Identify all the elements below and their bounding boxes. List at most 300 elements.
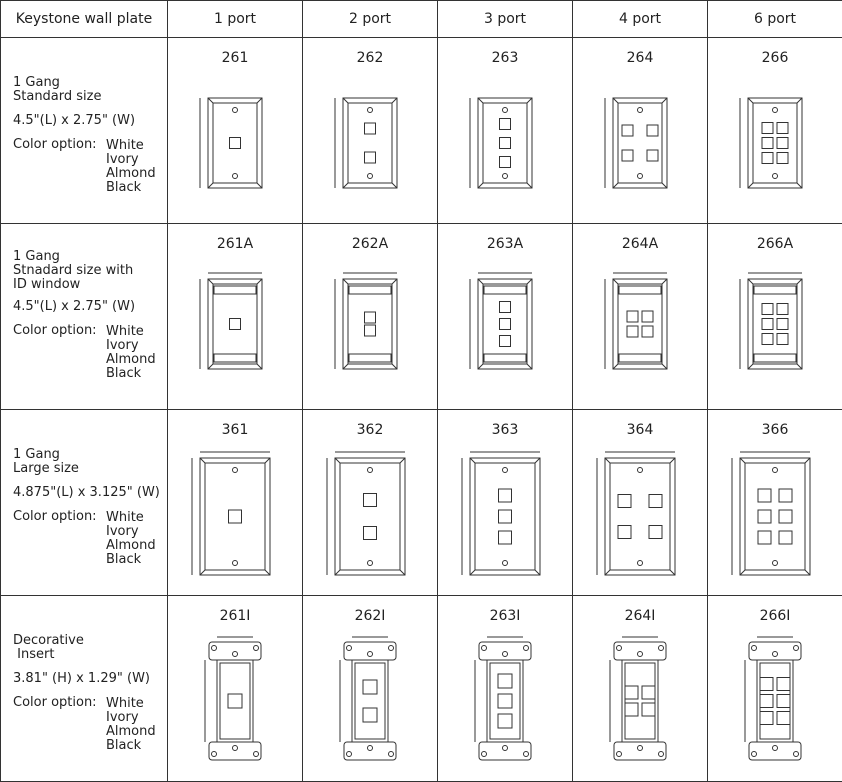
product-cell: [438, 38, 573, 224]
bevel-corner: [527, 364, 532, 369]
color-option-label: Color option:: [13, 138, 97, 152]
model-code: 261A: [168, 236, 302, 252]
wall-plate-drawing: [708, 224, 842, 409]
bevel-corner: [535, 570, 540, 575]
row-size: 4.5"(L) x 2.75" (W): [13, 300, 135, 314]
screw-hole: [233, 174, 238, 179]
row-description: [1, 410, 168, 596]
screw-hole: [368, 108, 373, 113]
model-code: 264: [573, 50, 707, 66]
bevel-corner: [343, 183, 348, 188]
plate-outline: [208, 279, 262, 369]
bevel-corner: [200, 458, 205, 463]
model-code: 263A: [438, 236, 572, 252]
screw-hole: [752, 646, 757, 651]
wall-plate-drawing: [573, 38, 708, 223]
plate-outline: [208, 98, 262, 188]
keystone-port-opening: [779, 510, 792, 523]
product-cell: [438, 596, 573, 782]
bevel-corner: [527, 98, 532, 103]
model-code: 262A: [303, 236, 437, 252]
bevel-corner: [208, 279, 213, 284]
id-window-top: [484, 286, 526, 294]
plate-bevel: [618, 284, 662, 364]
screw-hole: [794, 646, 799, 651]
screw-hole: [638, 746, 643, 751]
model-code: 266: [708, 50, 842, 66]
bevel-corner: [400, 458, 405, 463]
screw-hole: [368, 561, 373, 566]
id-window-bottom: [619, 354, 661, 362]
keystone-port-opening: [762, 319, 773, 330]
screw-hole: [482, 752, 487, 757]
screw-hole: [638, 652, 643, 657]
wall-plate-drawing: [708, 596, 842, 781]
keystone-port-opening: [499, 510, 512, 523]
model-code: 263I: [438, 608, 572, 624]
wall-plate-drawing: [303, 224, 438, 409]
product-cell: [438, 410, 573, 596]
product-cell: [573, 38, 708, 224]
plate-bevel: [753, 103, 797, 183]
bevel-corner: [797, 183, 802, 188]
screw-hole: [773, 746, 778, 751]
model-code: 262I: [303, 608, 437, 624]
bevel-corner: [335, 570, 340, 575]
insert-bevel: [355, 663, 385, 739]
keystone-port-opening: [365, 123, 376, 134]
plate-bevel: [348, 284, 392, 364]
wall-plate-drawing: [168, 224, 303, 409]
wall-plate-drawing: [438, 410, 573, 595]
keystone-port-opening: [760, 678, 773, 691]
screw-hole: [389, 752, 394, 757]
screw-hole: [524, 752, 529, 757]
bevel-corner: [740, 458, 745, 463]
header-6-port: 6 port: [708, 1, 842, 38]
keystone-port-opening: [365, 325, 376, 336]
keystone-port-opening: [500, 336, 511, 347]
plate-bevel: [213, 103, 257, 183]
product-cell: [168, 38, 303, 224]
product-row-id-window: [1, 224, 842, 410]
screw-hole: [794, 752, 799, 757]
wall-plate-drawing: [573, 596, 708, 781]
product-cell: [708, 38, 842, 224]
keystone-port-opening: [500, 319, 511, 330]
keystone-port-opening: [777, 153, 788, 164]
bevel-corner: [208, 364, 213, 369]
wall-plate-drawing: [168, 38, 303, 223]
bevel-corner: [392, 183, 397, 188]
model-code: 264A: [573, 236, 707, 252]
plate-outline: [343, 279, 397, 369]
plate-outline: [740, 458, 810, 575]
keystone-port-opening: [364, 527, 377, 540]
keystone-port-opening: [642, 686, 655, 699]
plate-outline: [605, 458, 675, 575]
keystone-port-opening: [228, 694, 242, 708]
model-code: 361: [168, 422, 302, 438]
plate-bevel: [483, 284, 527, 364]
bevel-corner: [748, 98, 753, 103]
plate-outline: [343, 98, 397, 188]
keystone-port-opening: [625, 686, 638, 699]
row-title: 1 Gang Large size: [13, 448, 79, 476]
keystone-port-opening: [365, 152, 376, 163]
id-window-bottom: [214, 354, 256, 362]
product-cell: [303, 38, 438, 224]
screw-hole: [617, 646, 622, 651]
header-2-port: 2 port: [303, 1, 438, 38]
screw-hole: [212, 646, 217, 651]
keystone-port-opening: [499, 489, 512, 502]
screw-hole: [233, 468, 238, 473]
bevel-corner: [605, 458, 610, 463]
id-window-bottom: [349, 354, 391, 362]
model-code: 266I: [708, 608, 842, 624]
screw-hole: [503, 561, 508, 566]
bevel-corner: [613, 364, 618, 369]
bevel-corner: [805, 570, 810, 575]
screw-hole: [503, 746, 508, 751]
id-window-top: [619, 286, 661, 294]
keystone-port-opening: [777, 304, 788, 315]
header-row: [1, 1, 842, 38]
keystone-port-opening: [647, 150, 658, 161]
bevel-corner: [670, 570, 675, 575]
bevel-corner: [748, 279, 753, 284]
bevel-corner: [478, 364, 483, 369]
keystone-port-opening: [762, 123, 773, 134]
screw-hole: [773, 174, 778, 179]
bevel-corner: [257, 279, 262, 284]
bevel-corner: [797, 364, 802, 369]
plate-outline: [478, 279, 532, 369]
bevel-corner: [797, 98, 802, 103]
bevel-corner: [527, 279, 532, 284]
keystone-port-opening: [622, 125, 633, 136]
header-corner: Keystone wall plate: [1, 1, 168, 38]
keystone-port-opening: [647, 125, 658, 136]
product-cell: [168, 410, 303, 596]
keystone-port-opening: [777, 712, 790, 725]
bevel-corner: [343, 98, 348, 103]
plate-outline: [748, 98, 802, 188]
bevel-corner: [335, 458, 340, 463]
screw-hole: [233, 108, 238, 113]
bevel-corner: [343, 279, 348, 284]
keystone-port-opening: [762, 138, 773, 149]
screw-hole: [773, 108, 778, 113]
keystone-port-opening: [627, 326, 638, 337]
model-code: 261: [168, 50, 302, 66]
insert-bevel: [760, 663, 790, 739]
row-description: [1, 596, 168, 782]
product-row-large: [1, 410, 842, 596]
id-window-top: [349, 286, 391, 294]
bevel-corner: [662, 364, 667, 369]
keystone-port-opening: [363, 680, 377, 694]
bevel-corner: [392, 98, 397, 103]
color-option-label: Color option:: [13, 324, 97, 338]
model-code: 266A: [708, 236, 842, 252]
product-cell: [573, 410, 708, 596]
keystone-port-opening: [500, 302, 511, 313]
insert-body: [487, 660, 523, 742]
keystone-port-opening: [498, 694, 512, 708]
screw-hole: [368, 652, 373, 657]
screw-hole: [773, 468, 778, 473]
bevel-corner: [613, 98, 618, 103]
product-row-standard: [1, 38, 842, 224]
insert-bevel: [220, 663, 250, 739]
bevel-corner: [257, 98, 262, 103]
screw-hole: [368, 174, 373, 179]
id-window-top: [214, 286, 256, 294]
bevel-corner: [265, 570, 270, 575]
keystone-port-opening: [499, 531, 512, 544]
plate-outline: [613, 98, 667, 188]
screw-hole: [503, 652, 508, 657]
screw-hole: [659, 646, 664, 651]
plate-bevel: [610, 463, 670, 570]
plate-outline: [748, 279, 802, 369]
screw-hole: [389, 646, 394, 651]
row-title: 1 Gang Standard size: [13, 76, 101, 104]
model-code: 362: [303, 422, 437, 438]
bevel-corner: [200, 570, 205, 575]
wall-plate-drawing: [708, 410, 842, 595]
product-cell: [168, 224, 303, 410]
model-code: 366: [708, 422, 842, 438]
bevel-corner: [662, 98, 667, 103]
model-code: 261I: [168, 608, 302, 624]
bevel-corner: [535, 458, 540, 463]
screw-hole: [503, 468, 508, 473]
color-list: White Ivory Almond Black: [106, 697, 156, 753]
wall-plate-drawing: [438, 224, 573, 409]
row-size: 4.875"(L) x 3.125" (W): [13, 486, 160, 500]
screw-hole: [368, 468, 373, 473]
bevel-corner: [613, 279, 618, 284]
bevel-corner: [470, 570, 475, 575]
bevel-corner: [662, 279, 667, 284]
product-cell: [303, 410, 438, 596]
screw-hole: [254, 752, 259, 757]
model-code: 264I: [573, 608, 707, 624]
keystone-port-opening: [500, 119, 511, 130]
keystone-port-opening: [777, 695, 790, 708]
product-cell: [303, 596, 438, 782]
bevel-corner: [265, 458, 270, 463]
screw-hole: [638, 108, 643, 113]
screw-hole: [233, 561, 238, 566]
product-cell: [708, 224, 842, 410]
keystone-port-opening: [777, 319, 788, 330]
keystone-port-opening: [777, 334, 788, 345]
plate-bevel: [213, 284, 257, 364]
keystone-port-opening: [777, 138, 788, 149]
row-title: Decorative Insert: [13, 634, 84, 662]
screw-hole: [638, 468, 643, 473]
keystone-port-opening: [760, 695, 773, 708]
screw-hole: [773, 652, 778, 657]
bevel-corner: [257, 183, 262, 188]
wall-plate-drawing: [303, 596, 438, 781]
keystone-port-opening: [365, 312, 376, 323]
keystone-port-opening: [760, 712, 773, 725]
screw-hole: [347, 752, 352, 757]
keystone-port-opening: [642, 703, 655, 716]
bevel-corner: [392, 279, 397, 284]
header-4-port: 4 port: [573, 1, 708, 38]
keystone-port-opening: [777, 678, 790, 691]
bevel-corner: [400, 570, 405, 575]
row-description: [1, 38, 168, 224]
keystone-port-opening: [498, 714, 512, 728]
keystone-port-opening: [229, 510, 242, 523]
plate-outline: [200, 458, 270, 575]
wall-plate-drawing: [573, 410, 708, 595]
bevel-corner: [605, 570, 610, 575]
bevel-corner: [748, 364, 753, 369]
model-code: 363: [438, 422, 572, 438]
screw-hole: [503, 174, 508, 179]
bevel-corner: [257, 364, 262, 369]
header-3-port: 3 port: [438, 1, 573, 38]
bevel-corner: [478, 279, 483, 284]
insert-body: [352, 660, 388, 742]
screw-hole: [524, 646, 529, 651]
color-list: White Ivory Almond Black: [106, 325, 156, 381]
row-title: 1 Gang Stnadard size with ID window: [13, 250, 133, 292]
keystone-port-opening: [777, 123, 788, 134]
bevel-corner: [805, 458, 810, 463]
model-code: 364: [573, 422, 707, 438]
plate-outline: [478, 98, 532, 188]
bevel-corner: [613, 183, 618, 188]
product-cell: [573, 224, 708, 410]
id-window-bottom: [754, 354, 796, 362]
insert-bevel: [625, 663, 655, 739]
plate-bevel: [205, 463, 265, 570]
bevel-corner: [748, 183, 753, 188]
bevel-corner: [670, 458, 675, 463]
screw-hole: [233, 746, 238, 751]
keystone-port-opening: [762, 153, 773, 164]
screw-hole: [638, 561, 643, 566]
keystone-port-opening: [642, 311, 653, 322]
keystone-port-opening: [758, 531, 771, 544]
bevel-corner: [478, 183, 483, 188]
product-cell: [303, 224, 438, 410]
bevel-corner: [343, 364, 348, 369]
keystone-port-opening: [618, 526, 631, 539]
plate-bevel: [745, 463, 805, 570]
insert-body: [622, 660, 658, 742]
model-code: 262: [303, 50, 437, 66]
wall-plate-drawing: [168, 596, 303, 781]
wall-plate-drawing: [708, 38, 842, 223]
insert-body: [757, 660, 793, 742]
screw-hole: [212, 752, 217, 757]
keystone-port-opening: [627, 311, 638, 322]
screw-hole: [752, 752, 757, 757]
plate-bevel: [753, 284, 797, 364]
color-option-label: Color option:: [13, 696, 97, 710]
color-option-label: Color option:: [13, 510, 97, 524]
keystone-port-opening: [758, 489, 771, 502]
plate-bevel: [483, 103, 527, 183]
bevel-corner: [797, 279, 802, 284]
product-cell: [168, 596, 303, 782]
keystone-port-opening: [498, 674, 512, 688]
row-size: 3.81" (H) x 1.29" (W): [13, 672, 150, 686]
keystone-port-opening: [230, 319, 241, 330]
color-list: White Ivory Almond Black: [106, 511, 156, 567]
keystone-port-opening: [649, 495, 662, 508]
screw-hole: [233, 652, 238, 657]
color-list: White Ivory Almond Black: [106, 139, 156, 195]
keystone-port-opening: [649, 526, 662, 539]
keystone-port-opening: [230, 138, 241, 149]
header-1-port: 1 port: [168, 1, 303, 38]
bevel-corner: [662, 183, 667, 188]
wall-plate-drawing: [168, 410, 303, 595]
keystone-port-opening: [363, 708, 377, 722]
bevel-corner: [740, 570, 745, 575]
keystone-port-opening: [618, 495, 631, 508]
model-code: 263: [438, 50, 572, 66]
id-window-bottom: [484, 354, 526, 362]
screw-hole: [503, 108, 508, 113]
wall-plate-drawing: [438, 38, 573, 223]
bevel-corner: [208, 183, 213, 188]
bevel-corner: [392, 364, 397, 369]
keystone-port-opening: [500, 157, 511, 168]
screw-hole: [254, 646, 259, 651]
screw-hole: [773, 561, 778, 566]
keystone-port-opening: [762, 304, 773, 315]
product-cell: [438, 224, 573, 410]
wall-plate-drawing: [573, 224, 708, 409]
plate-outline: [335, 458, 405, 575]
screw-hole: [638, 174, 643, 179]
bevel-corner: [208, 98, 213, 103]
plate-outline: [470, 458, 540, 575]
keystone-port-opening: [500, 138, 511, 149]
keystone-port-opening: [762, 334, 773, 345]
wall-plate-drawing: [303, 38, 438, 223]
screw-hole: [617, 752, 622, 757]
wall-plate-drawing: [438, 596, 573, 781]
plate-bevel: [475, 463, 535, 570]
screw-hole: [347, 646, 352, 651]
bevel-corner: [470, 458, 475, 463]
row-description: [1, 224, 168, 410]
screw-hole: [482, 646, 487, 651]
id-window-top: [754, 286, 796, 294]
keystone-port-opening: [779, 489, 792, 502]
screw-hole: [659, 752, 664, 757]
bevel-corner: [527, 183, 532, 188]
plate-bevel: [348, 103, 392, 183]
keystone-port-opening: [779, 531, 792, 544]
plate-bevel: [340, 463, 400, 570]
keystone-port-opening: [622, 150, 633, 161]
plate-outline: [613, 279, 667, 369]
